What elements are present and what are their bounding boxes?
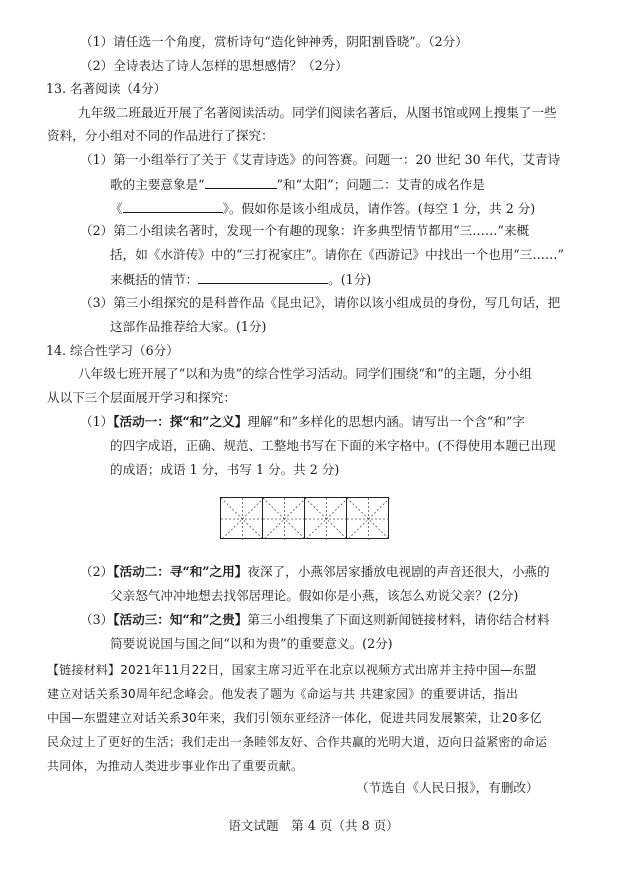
q13-intro-line-1: 九年级二班最近开展了名著阅读活动。同学们阅读名著后，从图书馆或网上搜集了一些	[78, 105, 557, 120]
q13-item-1-text-b: ”和“太阳”；问题二：艾青的成名作是	[276, 177, 485, 192]
mizige-cell[interactable]	[304, 497, 347, 539]
material-source: （节选自《人民日报》，有删改）	[356, 780, 539, 795]
mizige-grid	[221, 497, 389, 539]
q14-activity-1-text: 理解“和”多样化的思想内涵。请写出一个含“和”字	[247, 414, 525, 429]
q14-activity-2-text: 夜深了，小燕邻居家播放电视剧的声音还很大，小燕的	[247, 564, 550, 579]
q14-activity-3-text: 第三小组搜集了下面这则新闻链接材料，请你结合材料	[247, 612, 550, 627]
material-line-5: 共同体，为推动人类进步事业作出了重要贡献。	[47, 759, 304, 773]
q14-activity-3-title: 【活动三：知“和”之贵】	[113, 612, 248, 627]
q14-activity-2-line-2: 父亲怒气冲冲地想去找邻居理论。假如你是小燕，该怎么劝说父亲？(2分)	[110, 588, 519, 603]
q13-item-2-line-1: （2）第二小组读名著时，发现一个有趣的现象：许多典型情节都用“三……”来概	[80, 223, 530, 238]
q13-item-2-line-2: 括，如《水浒传》中的“三打祝家庄”。请你在《西游记》中找出一个也用“三……”	[110, 247, 564, 262]
page-footer: 语文试题 第 4 页（共 8 页）	[228, 818, 399, 833]
answer-blank-masterpiece[interactable]	[123, 199, 223, 213]
mizige-guide-lines	[305, 498, 348, 540]
q14-intro-line-2: 从以下三个层面展开学习和探究：	[47, 390, 236, 405]
q13-item-2-line-3	[110, 270, 371, 289]
q13-item-3-line-2: 这部作品推荐给大家。(1分)	[110, 319, 267, 334]
answer-blank-image[interactable]	[205, 175, 277, 189]
q14-activity-3-line-1	[80, 611, 550, 629]
answer-blank-plot[interactable]	[198, 270, 328, 284]
q13-item-1-text-a: 歌的主要意象是“	[110, 177, 205, 192]
mizige-cell[interactable]	[262, 497, 305, 539]
material-line-2: 建立对话关系30周年纪念峰会。他发表了题为《命运与共 共建家园》的重要讲话，指出	[47, 687, 519, 701]
q14-intro-line-1: 八年级七班开展了“以和为贵”的综合性学习活动。同学们围绕“和”的主题，分小组	[78, 366, 532, 381]
q12-item-1: （1）请任选一个角度，赏析诗句“造化钟神秀，阴阳割昏晓”。（2分）	[80, 34, 468, 49]
q13-item-1-text-d: 》。假如你是该小组成员，请作答。(每空 1 分，共 2 分)	[222, 201, 536, 216]
mizige-guide-lines	[347, 498, 390, 540]
q13-heading: 13. 名著阅读（4分）	[46, 81, 167, 96]
q13-intro-line-2: 资料，分小组对不同的作品进行了探究：	[47, 128, 274, 143]
q13-item-2-text-a: 来概括的情节：	[110, 272, 199, 287]
q13-item-1-line-2	[110, 175, 485, 194]
q14-activity-3-line-2: 简要说说国与国之间“以和为贵”的重要意义。(2分)	[110, 636, 393, 651]
mizige-cell[interactable]	[220, 497, 263, 539]
q14-activity-1-line-3: 的成语；成语 1 分，书写 1 分。共 2 分)	[110, 462, 340, 477]
q13-item-3-line-1: （3）第三小组探究的是科普作品《昆虫记》，请你以该小组成员的身份，写几句话，把	[80, 295, 561, 310]
q14-activity-1-title: 【活动一：探“和”之义】	[113, 414, 248, 429]
q14-activity-2-number: （2）	[80, 564, 114, 579]
material-line-3: 中国—东盟建立对话关系30年来，我们引领东亚经济一体化，促进共同发展繁荣，让20多亿	[47, 711, 542, 725]
q13-item-2-text-b: 。(1分)	[328, 272, 372, 287]
material-line-4: 民众过上了更好的生活；我们走出一条睦邻友好、合作共赢的光明大道，迈向日益紧密的命运	[47, 735, 548, 749]
material-line-1: 【链接材料】2021年11月22日，国家主席习近平在北京以视频方式出席并主持中国—东盟	[47, 663, 537, 677]
q14-activity-1-line-1	[80, 413, 525, 431]
mizige-guide-lines	[221, 498, 264, 540]
q14-activity-2-title: 【活动二：寻“和”之用】	[113, 564, 248, 579]
q13-item-1-line-1: （1）第一小组举行了关于《艾青诗选》的问答赛。问题一：20 世纪 30 年代，艾青诗	[80, 152, 561, 167]
q12-item-2: （2）全诗表达了诗人怎样的思想感情？（2分）	[80, 58, 348, 73]
q14-activity-1-number: （1）	[80, 414, 114, 429]
q14-heading: 14. 综合性学习（6分）	[46, 343, 179, 358]
q13-item-1-line-3	[110, 199, 535, 218]
q14-activity-2-line-1	[80, 563, 550, 581]
mizige-guide-lines	[263, 498, 306, 540]
mizige-cell[interactable]	[346, 497, 389, 539]
q14-activity-3-number: （3）	[80, 612, 114, 627]
q13-item-1-text-c: 《	[110, 201, 123, 216]
q14-activity-1-line-2: 的四字成语，正确、规范、工整地书写在下面的米字格中。(不得使用本题已出现	[110, 438, 556, 453]
